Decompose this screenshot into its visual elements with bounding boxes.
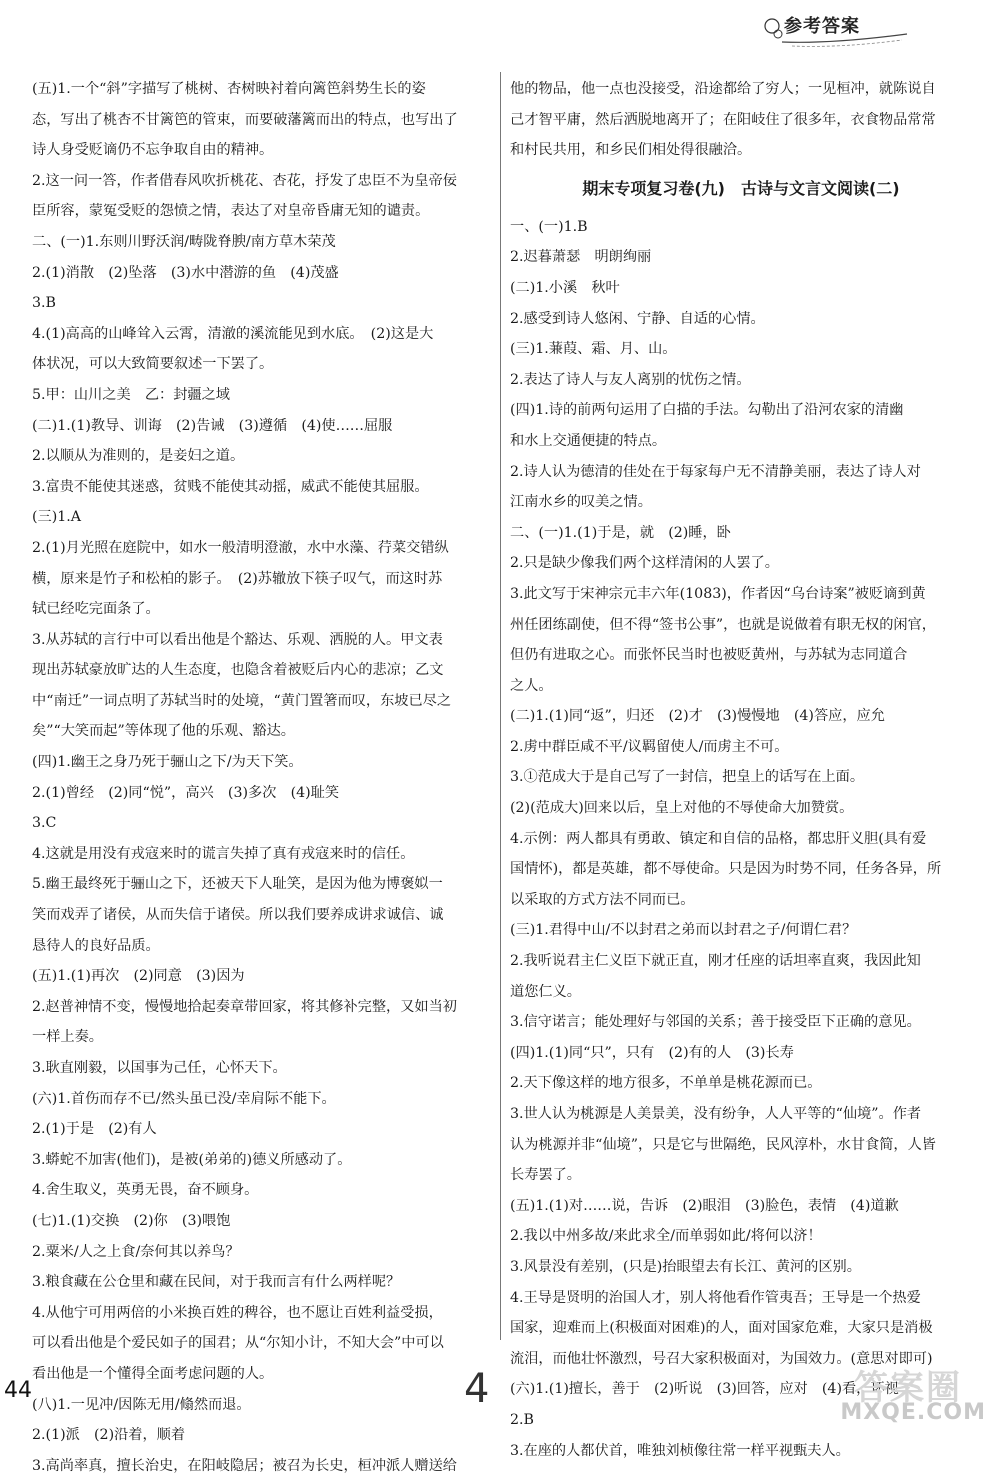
handwritten-page-mark: 4 xyxy=(464,1366,490,1412)
answer-line: 2.诗人认为德清的佳处在于每家每户无不清静美丽，表达了诗人对 xyxy=(510,463,921,480)
answer-line: 认为桃源并非“仙境”，只是它与世隔绝，民风淳朴，水甘食简，人皆 xyxy=(510,1136,936,1153)
answer-line: 2.(1)曾经 (2)同“悦”，高兴 (3)多次 (4)耻笑 xyxy=(32,784,340,801)
answer-line: 2.天下像这样的地方很多，不单单是桃花源而已。 xyxy=(510,1075,822,1092)
answer-line: 国情怀)，都是英雄，都不辱使命。只是因为时势不同，任务各异，所 xyxy=(510,861,942,878)
answer-line: 恳待人的良好品质。 xyxy=(32,937,160,954)
answer-line: 4.(1)高高的山峰耸入云霄，清澈的溪流能见到水底。 (2)这是大 xyxy=(32,325,434,342)
answer-line: (六)1.(1)擅长，善于 (2)听说 (3)回答，应对 (4)看，环视 xyxy=(510,1381,899,1398)
answer-line: (二)1.(1)教导、训诲 (2)告诫 (3)遵循 (4)使……屈服 xyxy=(32,417,393,434)
column-divider xyxy=(500,72,501,1340)
answer-line: 2.我听说君主仁义臣下就正直，刚才任座的话坦率直爽，我因此知 xyxy=(510,953,921,970)
answer-line: 和村民共用，和乡民们相处得很融洽。 xyxy=(510,142,752,159)
left-column xyxy=(32,74,494,1481)
answer-line: 4.从他宁可用两倍的小米换百姓的稗谷，也不愿让百姓利益受损， xyxy=(32,1304,443,1321)
answer-line: 体状况，可以大致简要叙述一下罢了。 xyxy=(32,356,274,373)
answer-line: (五)1.(1)对……说，告诉 (2)眼泪 (3)脸色，表情 (4)道歉 xyxy=(510,1197,899,1214)
answer-line: (八)1.一见冲/因陈无用/翛然而退。 xyxy=(32,1396,251,1413)
answer-line: (五)1.(1)再次 (2)同意 (3)因为 xyxy=(32,968,245,985)
answer-line: 之人。 xyxy=(510,677,553,694)
answer-line: 但仍有进取之心。而张怀民当时也被贬黄州，与苏轼为志同道合 xyxy=(510,647,908,664)
answer-line: 州任团练副使，但不得“签书公事”，也就是说做着有职无权的闲官， xyxy=(510,616,936,633)
answer-line: 看出他是一个懂得全面考虑问题的人。 xyxy=(32,1365,274,1382)
answer-line: (三)1.蒹葭、霜、月、山。 xyxy=(510,341,677,358)
answer-line: 3.世人认为桃源是人美景美，没有纷争，人人平等的“仙境”。作者 xyxy=(510,1106,922,1122)
answer-line: 2.感受到诗人悠闲、宁静、自适的心情。 xyxy=(510,310,765,327)
answer-line: 2.(1)派 (2)沿着，顺着 xyxy=(32,1427,186,1444)
answer-key-header xyxy=(762,12,912,64)
answer-line: (二)1.(1)同“返”，归还 (2)才 (3)慢慢地 (4)答应，应允 xyxy=(510,708,885,725)
answer-line: 流泪，而他壮怀激烈，号召大家积极面对，为国效力。(意思对即可) xyxy=(510,1350,933,1367)
answer-line: 态，写出了桃杏不甘篱笆的管束，而要破藩篱而出的特点，也写出了 xyxy=(32,111,458,128)
answer-line: 3.耿直刚毅，以国事为己任，心怀天下。 xyxy=(32,1060,287,1076)
answer-line: (二)1.小溪 秋叶 xyxy=(510,279,620,296)
answer-line: 臣所容，蒙冤受贬的怨愤之情，表达了对皇帝昏庸无知的谴责。 xyxy=(32,203,430,220)
answer-line: 4.舍生取义，英勇无畏，奋不顾身。 xyxy=(32,1182,259,1199)
answer-line: (四)1.(1)同“只”，只有 (2)有的人 (3)长寿 xyxy=(510,1044,794,1061)
answer-line: (2)(范成大)回来以后，皇上对他的不辱使命大加赞赏。 xyxy=(510,800,854,817)
answer-line: 3.富贵不能使其迷惑，贫贱不能使其动摇，威武不能使其屈服。 xyxy=(32,478,429,495)
answer-line: 2.我以中州多故/来此求全/而单弱如此/将何以济！ xyxy=(510,1228,822,1245)
answer-line: 2.表达了诗人与友人离别的忧伤之情。 xyxy=(510,371,751,388)
answer-line: 可以看出他是个爱民如子的国君；从“尔知小计，不知大会”中可以 xyxy=(32,1335,444,1352)
answer-line: 二、(一)1.(1)于是，就 (2)睡，卧 xyxy=(510,524,731,541)
answer-line: 3.从苏轼的言行中可以看出他是个豁达、乐观、洒脱的人。甲文表 xyxy=(32,631,443,648)
answer-line: 一样上奏。 xyxy=(32,1029,103,1046)
answer-line: 轼已经吃完面条了。 xyxy=(32,601,160,618)
answer-line: 己才智平庸，然后洒脱地离开了；在阳岐住了很多年，衣食物品常常 xyxy=(510,111,936,128)
right-column xyxy=(510,74,972,1466)
answer-line: 笑而戏弄了诸侯，从而失信于诸侯。所以我们要养成讲求诚信、诚 xyxy=(32,907,444,924)
answer-line: 2.粟米/人之上食/奈何其以养鸟？ xyxy=(32,1243,240,1260)
answer-line: (七)1.(1)交换 (2)你 (3)喂饱 xyxy=(32,1212,231,1229)
answer-line: 诗人身受贬谪仍不忘争取自由的精神。 xyxy=(32,142,274,159)
answer-line: (四)1.诗的前两句运用了白描的手法。勾勒出了沿河农家的清幽 xyxy=(510,402,904,419)
answer-line: 3.粮食藏在公仓里和藏在民间，对于我而言有什么两样呢？ xyxy=(32,1274,401,1291)
answer-line: 5.甲：山川之美 乙：封疆之域 xyxy=(32,386,230,403)
answer-line: 长寿罢了。 xyxy=(510,1167,581,1184)
answer-line: 2.B xyxy=(510,1411,534,1428)
answer-line: 2.只是缺少像我们两个这样清闲的人罢了。 xyxy=(510,555,779,572)
header-title: 参考答案 xyxy=(784,16,860,37)
answer-line: 2.以顺从为准则的，是妾妇之道。 xyxy=(32,448,245,465)
page-number: 44 xyxy=(4,1378,32,1403)
answer-line: 2.(1)月光照在庭院中，如水一般清明澄澈，水中水藻、荇菜交错纵 xyxy=(32,539,449,556)
answer-line: 3.风景没有差别，(只是)抬眼望去有长江、黄河的区别。 xyxy=(510,1258,861,1275)
answer-line: 3.C xyxy=(32,815,57,832)
answer-line: 一、(一)1.B xyxy=(510,218,588,235)
watermark-url: MXQE.COM xyxy=(840,1400,986,1425)
answer-line: 以采取的方式方法不同而已。 xyxy=(510,891,695,908)
answer-line: 2.(1)消散 (2)坠落 (3)水中潜游的鱼 (4)茂盛 xyxy=(32,264,339,281)
answer-line: 3.在座的人都伏首，唯独刘桢像往常一样平视甄夫人。 xyxy=(510,1442,850,1459)
answer-line: 2.赵普神情不变，慢慢地拾起奏章带回家，将其修补完整，又如当初 xyxy=(32,998,457,1015)
answer-line: 5.幽王最终死于骊山之下，还被天下人耻笑，是因为他为博褒姒一 xyxy=(32,876,443,893)
answer-line: 3.蟒蛇不加害(他们)，是被(弟弟的)德义所感动了。 xyxy=(32,1151,352,1168)
answer-line: 他的物品，他一点也没接受，沿途都给了穷人；一见桓冲，就陈说自 xyxy=(510,81,936,97)
answer-line: 2.(1)于是 (2)有人 xyxy=(32,1121,157,1138)
answer-line: (四)1.幽王之身乃死于骊山之下/为天下笑。 xyxy=(32,754,303,771)
answer-line: 2.虏中群臣咸不平/议羁留使人/而虏主不可。 xyxy=(510,738,789,755)
answer-line: (五)1.一个“斜”字描写了桃树、杏树映衬着向篱笆斜势生长的姿 xyxy=(32,81,426,97)
answer-line: 2.这一问一答，作者借春风吹折桃花、杏花，抒发了忠臣不为皇帝佞 xyxy=(32,172,457,189)
answer-line: (三)1.A xyxy=(32,509,82,526)
answer-line: (三)1.君得中山/不以封君之弟而以封君之子/何谓仁君？ xyxy=(510,922,857,939)
answer-line: 江南水乡的叹美之情。 xyxy=(510,494,652,511)
answer-line: 3.B xyxy=(32,295,56,312)
answer-line: 矣”“大笑而起”等体现了他的乐观、豁达。 xyxy=(32,723,295,740)
answer-line: 二、(一)1.东则川野沃润/畴陇脊腴/南方草木荣茂 xyxy=(32,233,336,250)
answer-line: 道您仁义。 xyxy=(510,983,581,1000)
answer-line: 4.王导是贤明的治国人才，别人将他看作管夷吾；王导是一个热爱 xyxy=(510,1289,921,1306)
answer-line: 3.此文写于宋神宗元丰六年(1083)，作者因“乌台诗案”被贬谪到黄 xyxy=(510,585,926,602)
answer-line: 国家，迎难而上(积极面对困难)的人，面对国家危难，大家只是消极 xyxy=(510,1320,933,1337)
answer-line: 横，原来是竹子和松柏的影子。 (2)苏辙放下筷子叹气，而这时苏 xyxy=(32,570,443,587)
site-watermark xyxy=(762,1356,992,1428)
answer-line: 3.①范成大于是自己写了一封信，把皇上的话写在上面。 xyxy=(510,769,865,786)
answer-line: 中“南迁”一词点明了苏轼当时的处境，“黄门置箸而叹，东坡已尽之 xyxy=(32,692,452,709)
answer-line: 和水上交通便捷的特点。 xyxy=(510,432,667,449)
answer-line: 4.示例：两人都具有勇敢、镇定和自信的品格，都忠肝义胆(具有爱 xyxy=(510,830,927,847)
answer-line: 4.这就是用没有戎寇来时的谎言失掉了真有戎寇来时的信任。 xyxy=(32,845,415,862)
answer-line: (六)1.首伤而存不已/然头虽已没/幸肩际不能下。 xyxy=(32,1090,336,1107)
answer-line: 2.迟暮萧瑟 明朗绚丽 xyxy=(510,249,652,266)
answer-line: 3.高尚率真，擅长治史，在阳岐隐居；被召为长史，桓冲派人赠送给 xyxy=(32,1457,457,1474)
watermark-logo-text: 答案圈 xyxy=(854,1368,962,1408)
answer-line: 3.信守诺言；能处理好与邻国的关系；善于接受臣下正确的意见。 xyxy=(510,1014,921,1031)
section-title: 期末专项复习卷(九) 古诗与文言文阅读(二) xyxy=(582,178,900,198)
answer-line: 现出苏轼豪放旷达的人生态度，也隐含着被贬后内心的悲凉；乙文 xyxy=(32,662,444,679)
